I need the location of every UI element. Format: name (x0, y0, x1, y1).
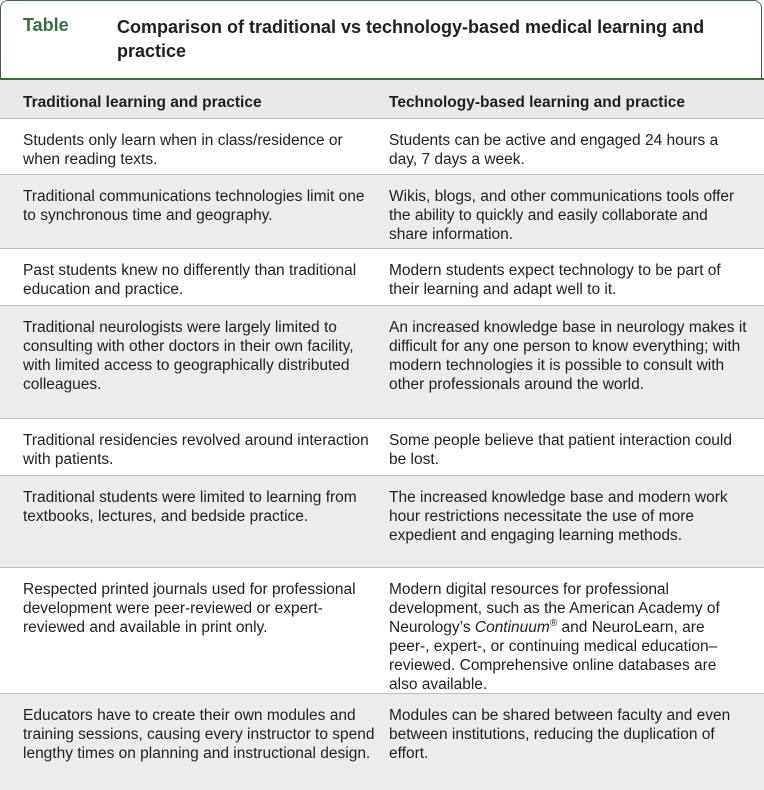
cell-technology: Modules can be shared between faculty and even between institutions, reducing the duplication of effort. (389, 707, 731, 762)
cell-traditional: Traditional residencies revolved around interaction with patients. (23, 432, 369, 468)
cell-traditional: Respected printed journals used for professional development were peer-reviewed or expert-reviewed and available in print only. (23, 581, 356, 636)
cell-text: Modern digital resources for professional development, such as the American Academy of Neurology’s (389, 581, 720, 636)
cell-technology: The increased knowledge base and modern work hour restrictions necessitate the use of more expedient and engaging learning methods. (389, 489, 728, 544)
journal-name: Continuum (474, 619, 550, 636)
header-row (0, 80, 764, 118)
cell-technology: Students can be active and engaged 24 hours a day, 7 days a week. (389, 132, 719, 168)
cell-traditional: Traditional neurologists were largely limited to consulting with other doctors in their own facility, with limited access to geographically distributed colleagues. (23, 319, 354, 393)
cell-technology (389, 580, 749, 694)
table-row (0, 249, 764, 305)
table-row (0, 175, 764, 248)
column-header-technology: Technology-based learning and practice (389, 94, 685, 111)
table-label: Table (23, 15, 69, 35)
cell-technology: Modern students expect technology to be part of their learning and adapt well to it. (389, 262, 721, 298)
cell-technology: An increased knowledge base in neurology makes it difficult for any one person to know everything; with modern technologies it is possible to consult with other professionals around the world. (389, 319, 747, 393)
table-row (0, 306, 764, 418)
cell-text: and NeuroLearn, are peer-, expert-, or continuing medical education–reviewed. Comprehensive online databases are also available. (389, 619, 718, 693)
table-row (0, 694, 764, 790)
cell-technology: Wikis, blogs, and other communications tools offer the ability to quickly and easily collaborate and share information. (389, 188, 735, 243)
cell-technology: Some people believe that patient interaction could be lost. (389, 432, 732, 468)
registered-mark: ® (549, 617, 558, 629)
table-title: Comparison of traditional vs technology-based medical learning and practice (117, 17, 705, 61)
cell-traditional: Students only learn when in class/residence or when reading texts. (23, 132, 343, 168)
table-row (0, 419, 764, 475)
column-header-traditional: Traditional learning and practice (23, 94, 262, 111)
cell-traditional: Past students knew no differently than traditional education and practice. (23, 262, 357, 298)
cell-traditional: Traditional students were limited to learning from textbooks, lectures, and bedside practice. (23, 489, 357, 525)
cell-traditional: Educators have to create their own modules and training sessions, causing every instructor to spend lengthy times on planning and instructional design. (23, 707, 375, 762)
table-row (0, 568, 764, 693)
table-caption (0, 0, 762, 78)
table-row (0, 476, 764, 567)
cell-traditional: Traditional communications technologies limit one to synchronous time and geography. (23, 188, 365, 224)
table-row (0, 119, 764, 174)
